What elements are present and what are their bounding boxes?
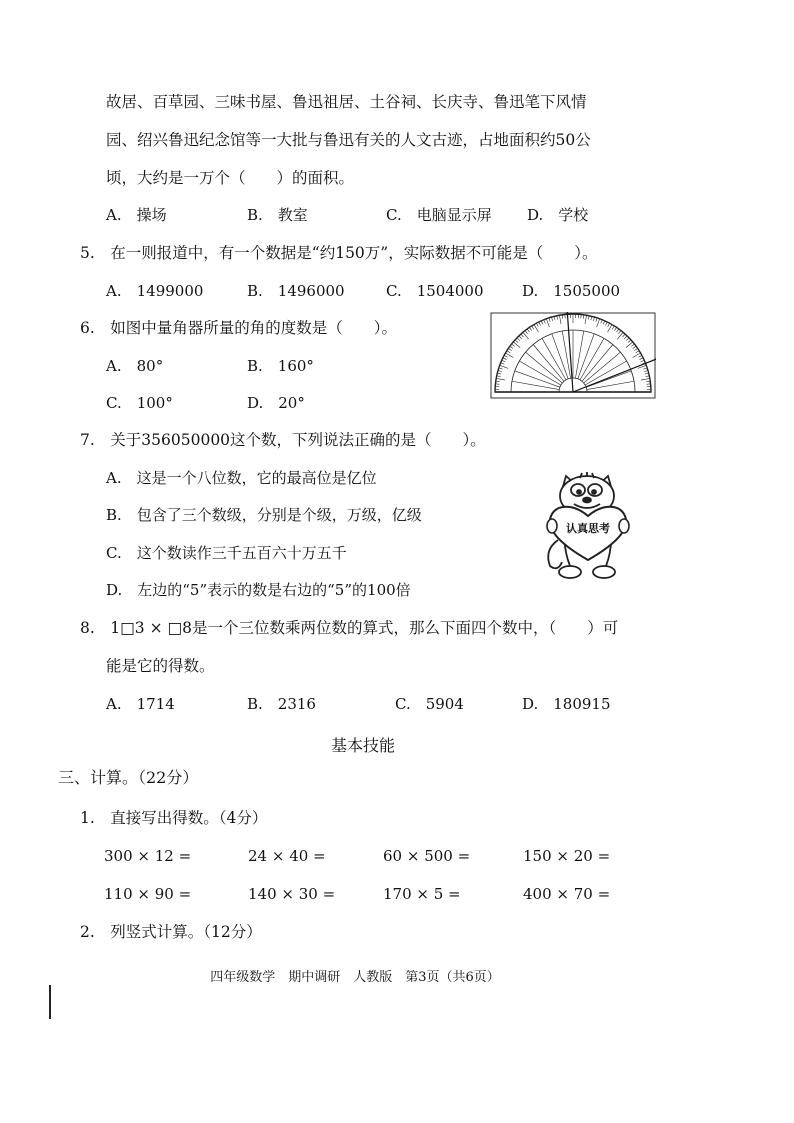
binding-margin-line xyxy=(49,985,51,1019)
page-footer: 四年级数学 期中调研 人教版 第3页（共6页） xyxy=(210,970,500,985)
q5-option-a: A. 1499000 xyxy=(106,282,204,300)
heart-sign-text: 认真思考 xyxy=(566,522,610,535)
cartoon-cat-illustration xyxy=(540,470,636,582)
q4-text-line1: 故居、百草园、三味书屋、鲁迅祖居、土谷祠、长庆寺、鲁迅笔下风情 xyxy=(106,93,587,111)
q7-option-c: C. 这个数读作三千五百六十万五千 xyxy=(106,544,347,562)
q7-text: 7. 关于356050000这个数，下列说法正确的是（ ）。 xyxy=(80,431,486,449)
protractor-figure xyxy=(490,312,656,400)
q6-option-b: B. 160° xyxy=(247,357,314,375)
protractor-icon xyxy=(495,312,656,392)
calc-item: 140 × 30 = xyxy=(248,885,336,903)
part3-heading: 三、计算。（22分） xyxy=(58,768,199,787)
q4-option-b: B. 教室 xyxy=(247,206,308,224)
part3-sub1: 1. 直接写出得数。（4分） xyxy=(80,809,268,827)
calc-item: 150 × 20 = xyxy=(523,847,611,865)
q6-option-d: D. 20° xyxy=(247,394,305,412)
q4-option-d: D. 学校 xyxy=(527,206,589,224)
q6-option-c: C. 100° xyxy=(106,394,173,412)
q8-option-a: A. 1714 xyxy=(106,695,175,713)
calc-item: 170 × 5 = xyxy=(383,885,461,903)
section-title: 基本技能 xyxy=(330,736,395,755)
q6-text: 6. 如图中量角器所量的角的度数是（ ）。 xyxy=(80,319,398,337)
q7-option-b: B. 包含了三个数级，分别是个级，万级，亿级 xyxy=(106,506,422,524)
q4-option-c: C. 电脑显示屏 xyxy=(386,206,492,224)
calc-item: 300 × 12 = xyxy=(104,847,192,865)
q5-option-b: B. 1496000 xyxy=(247,282,345,300)
calc-item: 110 × 90 = xyxy=(104,885,192,903)
part3-sub2: 2. 列竖式计算。（12分） xyxy=(80,923,262,941)
calc-item: 400 × 70 = xyxy=(523,885,611,903)
q8-option-d: D. 180915 xyxy=(522,695,611,713)
q8-text-line2: 能是它的得数。 xyxy=(106,657,215,675)
q7-option-d: D. 左边的“5”表示的数是右边的“5”的100倍 xyxy=(106,581,411,599)
q5-option-c: C. 1504000 xyxy=(386,282,484,300)
q5-option-d: D. 1505000 xyxy=(522,282,621,300)
calc-item: 24 × 40 = xyxy=(248,847,326,865)
q4-option-a: A. 操场 xyxy=(106,206,167,224)
q4-text-line3: 顷，大约是一万个（ ）的面积。 xyxy=(106,169,355,187)
q8-text-line1: 8. 1□3 × □8是一个三位数乘两位数的算式，那么下面四个数中，（ ）可 xyxy=(80,619,619,637)
q7-option-a: A. 这是一个八位数，它的最高位是亿位 xyxy=(106,469,377,487)
calc-item: 60 × 500 = xyxy=(383,847,471,865)
q6-option-a: A. 80° xyxy=(106,357,164,375)
q5-text: 5. 在一则报道中，有一个数据是“约150万”，实际数据不可能是（ ）。 xyxy=(80,244,598,262)
q4-text-line2: 园、绍兴鲁迅纪念馆等一大批与鲁迅有关的人文古迹，占地面积约50公 xyxy=(106,131,591,149)
q8-option-c: C. 5904 xyxy=(395,695,464,713)
q8-option-b: B. 2316 xyxy=(247,695,316,713)
